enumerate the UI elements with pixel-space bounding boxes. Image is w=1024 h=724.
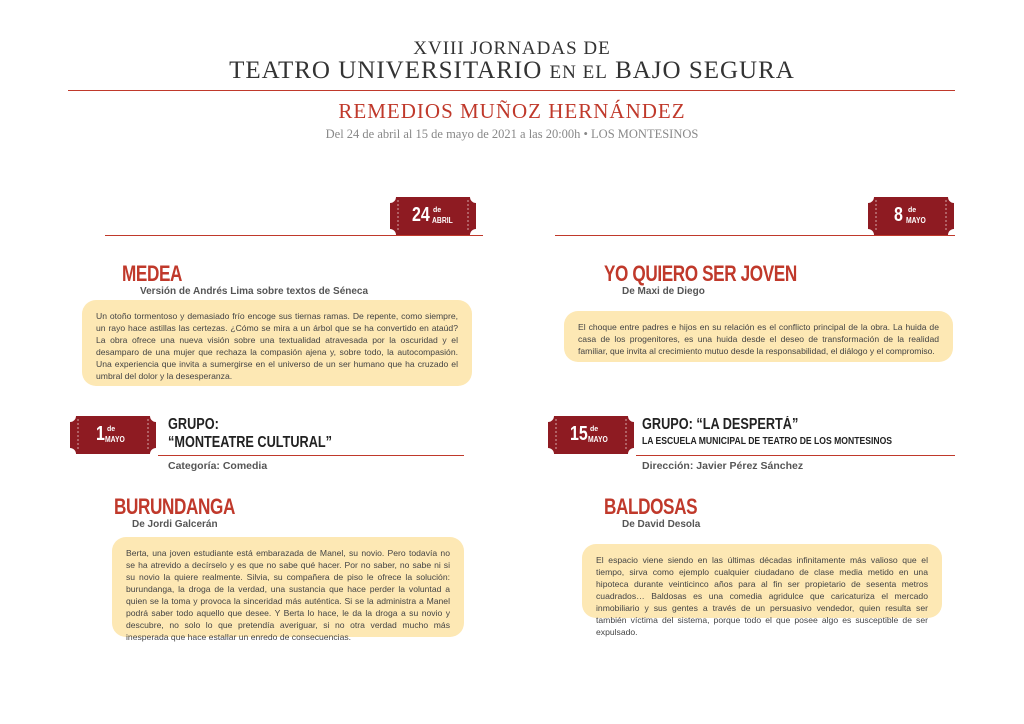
ticket-month: ABRIL [432,216,453,225]
festival-title-connector: EN EL [549,62,608,83]
group-rule [158,455,464,456]
ticket-month: MAYO [906,216,926,225]
category: Categoría: Comedia [168,460,268,472]
ticket-de: de [908,207,917,214]
group-name-line2: LA ESCUELA MUNICIPAL DE TEATRO DE LOS MONTESINOS [642,435,893,447]
header-rule [68,90,955,91]
festival-title-part2: BAJO SEGURA [607,57,795,84]
play-author: De Maxi de Diego [622,286,705,297]
play-title: BURUNDANGA [114,494,235,519]
group-name-line1: GRUPO: [168,416,219,433]
date-ticket [868,197,954,235]
ticket-de: de [107,426,116,433]
play-title: YO QUIERO SER JOVEN [604,261,797,286]
ticket-day: 24 [412,204,430,226]
synopsis-box: Berta, una joven estudiante está embarazada de Manel, su novio. Pero todavía no se ha atrevido a decírselo y es que no sabe qué hacer. Por no saber, no sabe ni si su novio la quiere realmente. Silvia, su compañera de piso le ofrece la solución: burundanga, la droga de la verdad, una sustancia que hace perder la voluntad a quien se la toma y provoca la sinceridad más auténtica. Si se la administra a Manel podrá saber todo aquello que desee. Y Berta lo hace, le da la droga a su novio y descubre, no solo lo que pretendía averiguar, si no otra verdad mucho más inesperada que hace estallar un enredo de consecuencias. [112,537,464,637]
director: Dirección: Javier Pérez Sánchez [642,460,804,472]
ticket-day: 1 [96,423,105,445]
honoree-name: REMEDIOS MUÑOZ HERNÁNDEZ [338,99,686,123]
ticket-day: 15 [570,423,588,445]
play-author: De Jordi Galcerán [132,519,218,530]
play-title: MEDEA [122,261,183,286]
date-ticket [70,416,156,454]
ticket-de: de [590,426,599,433]
date-ticket [548,416,634,454]
synopsis-box: El espacio viene siendo en las últimas décadas infinitamente más valioso que el tiempo, sirva como ejemplo cualquier ciudadano de clase media metido en una hipoteca durante veinticinco años para al fin ser propietario de sesenta metros cuadrados… Baldosas es una comedia agridulce que caricaturiza el mercado inmobiliario y sus gentes a través de un persuasivo vendedor, quien resulta ser también víctima del sistema, porque todo el que posee algo es susceptible de ser expulsado. [582,544,942,618]
play-title: BALDOSAS [604,494,698,519]
ticket-day: 8 [894,204,903,226]
festival-edition: XVIII JORNADAS DE [413,38,611,59]
synopsis-box: Un otoño tormentoso y demasiado frío encoge sus tiernas ramas. De repente, como siempre, un rayo hace astillas las certezas. ¿Cómo se mira a un árbol que se ha convertido en ataúd? La obra ofrece una nueva visión sobre una textualidad atravesada por la oscuridad y el desamparo de una mujer que rechaza la compasión ajena y, sobre todo, la autocompasión. Una experiencia que invita a sumergirse en el universo de un ser humano que ha cruzado el umbral del dolor y la desesperanza. [82,300,472,386]
group-name-line2: “MONTEATRE CULTURAL” [168,434,333,451]
group-rule [555,235,955,236]
festival-title-part1: TEATRO UNIVERSITARIO [229,57,550,84]
ticket-month: MAYO [588,435,608,444]
ticket-de: de [433,207,442,214]
group-name-line1: GRUPO: “LA DESPERTÁ” [642,416,799,433]
festival-dates: Del 24 de abril al 15 de mayo de 2021 a las 20:00h • LOS MONTESINOS [325,127,699,141]
date-ticket [390,197,476,235]
festival-title [0,57,1024,85]
synopsis-box: El choque entre padres e hijos en su relación es el conflicto principal de la obra. La huida de casa de los progenitores, es una huida desde el deseo de transformación de la realidad familiar, que invita al crecimiento mutuo desde la responsabilidad, el diálogo y el compromiso. [564,311,953,362]
play-author: Versión de Andrés Lima sobre textos de Séneca [140,286,369,297]
group-rule [636,455,955,456]
play-author: De David Desola [622,519,701,530]
group-rule [105,235,483,236]
ticket-month: MAYO [105,435,125,444]
